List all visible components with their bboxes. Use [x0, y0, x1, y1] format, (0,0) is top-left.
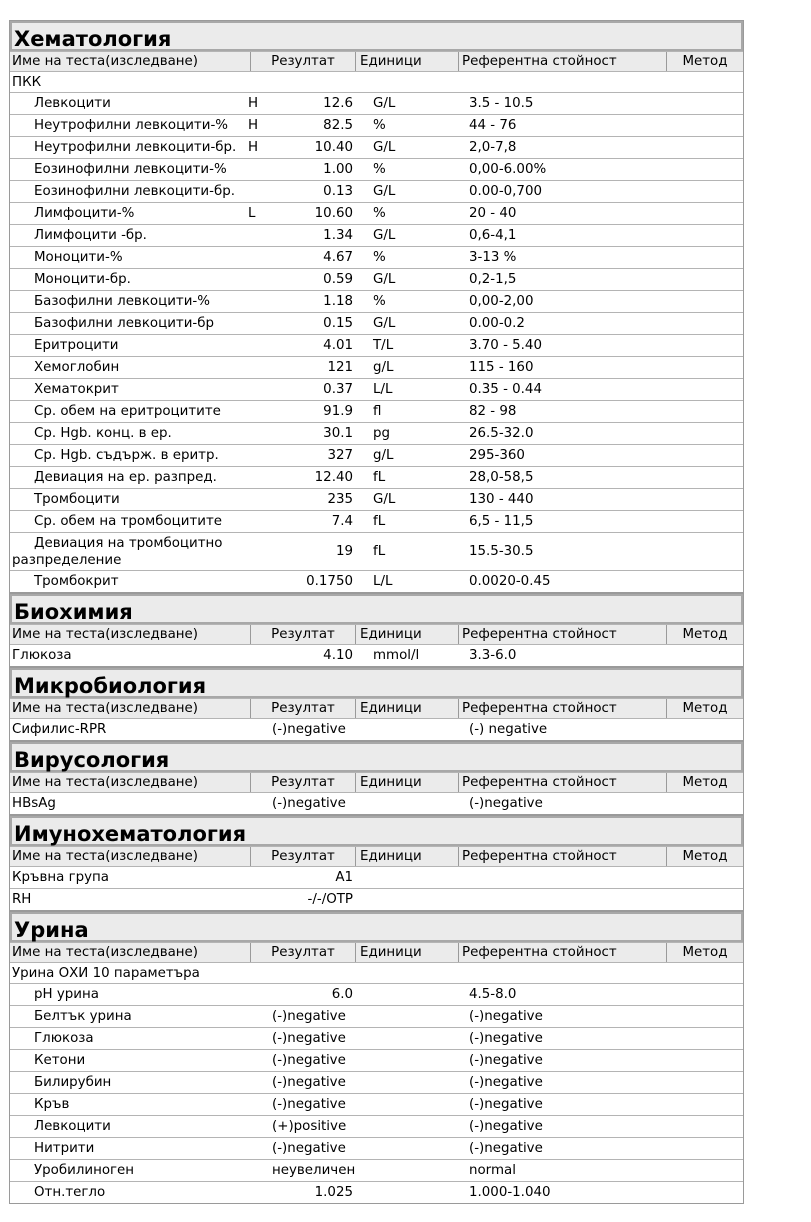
- test-name: Ср. обем на тромбоцитите: [34, 514, 223, 529]
- reference: 26.5-32.0: [469, 426, 534, 441]
- reference: 3.5 - 10.5: [469, 96, 534, 111]
- header-reference: Референтна стойност: [458, 943, 666, 962]
- section-title: Микробиология: [10, 668, 743, 698]
- test-name: Белтък урина: [34, 1009, 132, 1024]
- test-name: Лимфоцити -бр.: [34, 228, 147, 243]
- test-name: Кетони: [34, 1053, 86, 1068]
- result: (-)negative: [272, 1009, 346, 1024]
- header-test-name: Име на теста(изследване): [12, 775, 199, 790]
- result: 12.6: [323, 96, 353, 111]
- test-name-cell: [10, 1138, 250, 1159]
- units: %: [373, 294, 386, 309]
- test-name-line2: разпределение: [12, 553, 122, 568]
- header-test-name: Име на теста(изследване): [12, 849, 199, 864]
- result: 1.025: [314, 1185, 353, 1200]
- units: %: [373, 118, 386, 133]
- section-5: [9, 911, 744, 1204]
- test-name: Неутрофилни левкоцити-%: [34, 118, 228, 133]
- table-row: [10, 1137, 743, 1159]
- reference: 3.70 - 5.40: [469, 338, 542, 353]
- test-name: Кръвна група: [12, 870, 109, 885]
- reference: (-)negative: [469, 1097, 543, 1112]
- test-name: Глюкоза: [12, 648, 72, 663]
- test-name-cell: [10, 137, 259, 158]
- lab-report: [9, 20, 744, 1204]
- table-row: [10, 246, 743, 268]
- reference: (-)negative: [469, 1053, 543, 1068]
- result: 12.40: [314, 470, 353, 485]
- result: (-)negative: [272, 1075, 346, 1090]
- reference: 0,00-6.00%: [469, 162, 547, 177]
- units: fl: [373, 404, 382, 419]
- test-name-cell: [10, 1006, 250, 1027]
- reference: 295-360: [469, 448, 525, 463]
- units: [354, 793, 458, 814]
- test-name-cell: [10, 645, 250, 666]
- table-row: [10, 488, 743, 510]
- column-header-row: [10, 698, 743, 718]
- test-name: Еозинофилни левкоцити-%: [34, 162, 227, 177]
- test-name-cell: [10, 1182, 250, 1203]
- test-name: Глюкоза: [34, 1031, 94, 1046]
- result: 121: [327, 360, 353, 375]
- test-name-cell: [10, 1160, 250, 1181]
- units: %: [373, 206, 386, 221]
- test-name: Отн.тегло: [34, 1185, 106, 1200]
- table-row: [10, 356, 743, 378]
- result: 1.34: [323, 228, 353, 243]
- header-method: Метод: [666, 625, 743, 644]
- column-header-row: [10, 624, 743, 644]
- test-name-cell: [10, 793, 250, 814]
- test-name-cell: [10, 357, 250, 378]
- test-name: Ср. Hgb. конц. в ер.: [34, 426, 172, 441]
- units: %: [373, 162, 386, 177]
- units: %: [373, 250, 386, 265]
- test-name: Лимфоцити-%: [34, 206, 135, 221]
- result: (-)negative: [272, 1097, 346, 1112]
- result: 10.40: [314, 140, 353, 155]
- test-name: Девиация на тромбоцитно: [34, 536, 223, 551]
- reference: 3-13 %: [469, 250, 517, 265]
- header-test-name: Име на теста(изследване): [12, 945, 199, 960]
- header-reference: Референтна стойност: [458, 773, 666, 792]
- reference: 4.5-8.0: [469, 987, 517, 1002]
- test-name-cell: [10, 719, 250, 740]
- header-units: Единици: [355, 699, 458, 718]
- header-method: Метод: [666, 52, 743, 71]
- test-name: Моноцити-бр.: [34, 272, 131, 287]
- test-name: pH урина: [34, 987, 99, 1002]
- header-result: Резултат: [250, 847, 355, 866]
- table-row: [10, 1181, 743, 1203]
- test-name: Левкоцити: [34, 96, 111, 111]
- table-row: [10, 1093, 743, 1115]
- units: G/L: [373, 140, 396, 155]
- table-row: [10, 570, 743, 592]
- result: 4.01: [323, 338, 353, 353]
- section-0: [9, 20, 744, 593]
- table-row: [10, 1005, 743, 1027]
- test-name-cell: [10, 1116, 250, 1137]
- table-row: [10, 92, 743, 114]
- units: [354, 889, 458, 910]
- header-reference: Референтна стойност: [458, 699, 666, 718]
- header-units: Единици: [355, 943, 458, 962]
- test-name-cell: [10, 203, 256, 224]
- result: 0.1750: [306, 574, 353, 589]
- reference: 0,00-2,00: [469, 294, 534, 309]
- units: fL: [373, 514, 386, 529]
- test-name: Кръв: [34, 1097, 70, 1112]
- test-name: Билирубин: [34, 1075, 112, 1090]
- result: 1.18: [323, 294, 353, 309]
- test-name-cell: [10, 867, 250, 888]
- reference: 130 - 440: [469, 492, 534, 507]
- test-name-cell: [10, 1072, 250, 1093]
- test-name-cell: [10, 1094, 250, 1115]
- test-name: Неутрофилни левкоцити-бр.: [34, 140, 237, 155]
- table-row: [10, 224, 743, 246]
- reference: 15.5-30.5: [469, 544, 534, 559]
- reference: 3.3-6.0: [469, 648, 517, 663]
- flag: H: [248, 140, 259, 155]
- test-name-cell: [10, 1050, 250, 1071]
- table-row: [10, 378, 743, 400]
- section-2: [9, 667, 744, 741]
- reference: 0.0020-0.45: [469, 574, 551, 589]
- test-name: Еритроцити: [34, 338, 119, 353]
- reference: (-)negative: [469, 1075, 543, 1090]
- table-row: [10, 158, 743, 180]
- units: G/L: [373, 492, 396, 507]
- section-1: [9, 593, 744, 667]
- units: L/L: [373, 382, 393, 397]
- column-header-row: [10, 942, 743, 962]
- table-row: [10, 1071, 743, 1093]
- units: L/L: [373, 574, 393, 589]
- result: 327: [327, 448, 353, 463]
- header-method: Метод: [666, 847, 743, 866]
- header-units: Единици: [355, 52, 458, 71]
- header-reference: Референтна стойност: [458, 847, 666, 866]
- units: pg: [373, 426, 390, 441]
- result: (-)negative: [272, 722, 346, 737]
- test-name-cell: [10, 269, 250, 290]
- units: G/L: [373, 272, 396, 287]
- result: 0.13: [323, 184, 353, 199]
- test-name: Уробилиноген: [34, 1163, 135, 1178]
- reference: 0.00-0,700: [469, 184, 542, 199]
- section-title: Имунохематология: [10, 816, 743, 846]
- units: T/L: [373, 338, 394, 353]
- result: 30.1: [323, 426, 353, 441]
- header-method: Метод: [666, 773, 743, 792]
- reference: 44 - 76: [469, 118, 517, 133]
- reference: 0,6-4,1: [469, 228, 517, 243]
- units: fL: [373, 470, 386, 485]
- reference: 1.000-1.040: [469, 1185, 551, 1200]
- result: A1: [335, 870, 353, 885]
- result: (-)negative: [272, 1031, 346, 1046]
- section-4: [9, 815, 744, 911]
- result: 10.60: [314, 206, 353, 221]
- result: 1.00: [323, 162, 353, 177]
- test-name: Левкоцити: [34, 1119, 111, 1134]
- result: 4.67: [323, 250, 353, 265]
- test-name-cell: [10, 467, 250, 488]
- test-name-cell: [10, 225, 250, 246]
- test-name-cell: [10, 1028, 250, 1049]
- result: 82.5: [323, 118, 353, 133]
- header-result: Резултат: [250, 773, 355, 792]
- test-name-cell: [10, 291, 250, 312]
- result: (-)negative: [272, 1053, 346, 1068]
- reference: [458, 867, 738, 888]
- table-row: [10, 312, 743, 334]
- column-header-row: [10, 51, 743, 71]
- flag: H: [248, 96, 259, 111]
- header-result: Резултат: [250, 943, 355, 962]
- reference: (-)negative: [469, 1031, 543, 1046]
- test-name-cell: [10, 181, 250, 202]
- section-title: Хематология: [10, 21, 743, 51]
- table-row: [10, 983, 743, 1005]
- result: 0.37: [323, 382, 353, 397]
- units: [354, 1072, 458, 1093]
- reference: 2,0-7,8: [469, 140, 517, 155]
- units: [354, 1160, 458, 1181]
- table-row: [10, 532, 743, 570]
- units: G/L: [373, 228, 396, 243]
- test-name-cell: [10, 423, 250, 444]
- table-row: [10, 1027, 743, 1049]
- table-row: [10, 1159, 743, 1181]
- test-name-cell: [10, 489, 250, 510]
- test-name: Хемоглобин: [34, 360, 120, 375]
- test-name: Нитрити: [34, 1141, 95, 1156]
- table-row: [10, 202, 743, 224]
- result: 19: [335, 544, 353, 559]
- reference: (-)negative: [469, 1119, 543, 1134]
- result: (-)negative: [272, 1141, 346, 1156]
- test-name-cell: [10, 93, 259, 114]
- result: 235: [327, 492, 353, 507]
- header-units: Единици: [355, 847, 458, 866]
- result: 0.15: [323, 316, 353, 331]
- result: 91.9: [323, 404, 353, 419]
- test-name-cell: [10, 335, 250, 356]
- test-name: Тромбокрит: [34, 574, 119, 589]
- test-name-cell: [10, 313, 250, 334]
- reference: 0.35 - 0.44: [469, 382, 542, 397]
- table-row: [10, 422, 743, 444]
- result: (+)positive: [272, 1119, 347, 1134]
- reference: normal: [469, 1163, 516, 1178]
- test-name: Моноцити-%: [34, 250, 123, 265]
- units: [354, 1006, 458, 1027]
- units: g/L: [373, 448, 394, 463]
- header-method: Метод: [666, 943, 743, 962]
- reference: 20 - 40: [469, 206, 517, 221]
- reference: 115 - 160: [469, 360, 534, 375]
- test-name-cell: [10, 984, 250, 1005]
- test-name: Базофилни левкоцити-бр: [34, 316, 215, 331]
- test-name-cell: [10, 115, 259, 136]
- table-row: [10, 180, 743, 202]
- units: [354, 1182, 458, 1203]
- test-name-cell: [10, 511, 250, 532]
- header-result: Резултат: [250, 625, 355, 644]
- table-row: [10, 1115, 743, 1137]
- table-row: [10, 888, 743, 910]
- section-title: Вирусология: [10, 742, 743, 772]
- test-name-cell: [10, 379, 250, 400]
- result: 7.4: [331, 514, 353, 529]
- units: [354, 984, 458, 1005]
- test-name-cell: [10, 247, 250, 268]
- header-reference: Референтна стойност: [458, 52, 666, 71]
- units: [354, 1050, 458, 1071]
- section-title: Биохимия: [10, 594, 743, 624]
- table-row: [10, 334, 743, 356]
- result: 6.0: [331, 987, 353, 1002]
- units: G/L: [373, 316, 396, 331]
- table-row: [10, 444, 743, 466]
- units: mmol/l: [373, 648, 420, 663]
- test-name-cell: [10, 401, 250, 422]
- units: [354, 1028, 458, 1049]
- test-name: Хематокрит: [34, 382, 119, 397]
- table-row: [10, 1049, 743, 1071]
- reference: (-)negative: [469, 1009, 543, 1024]
- result: неувеличен: [272, 1163, 356, 1178]
- test-name: Ср. Hgb. съдърж. в еритр.: [34, 448, 219, 463]
- result: 0.59: [323, 272, 353, 287]
- flag: H: [248, 118, 259, 133]
- test-name: Еозинофилни левкоцити-бр.: [34, 184, 235, 199]
- result: 4.10: [323, 648, 353, 663]
- header-result: Резултат: [250, 699, 355, 718]
- result: (-)negative: [272, 796, 346, 811]
- flag: L: [248, 206, 256, 221]
- reference: [458, 889, 738, 910]
- table-row: [10, 400, 743, 422]
- reference: 0,2-1,5: [469, 272, 517, 287]
- test-name: HBsAg: [12, 796, 56, 811]
- group-label: ПКК: [10, 71, 743, 92]
- units: [354, 719, 458, 740]
- test-name-cell: [10, 445, 250, 466]
- header-method: Метод: [666, 699, 743, 718]
- table-row: [10, 268, 743, 290]
- header-result: Резултат: [250, 52, 355, 71]
- table-row: [10, 466, 743, 488]
- test-name: Тромбоцити: [34, 492, 120, 507]
- units: G/L: [373, 184, 396, 199]
- test-name: Сифилис-RPR: [12, 722, 107, 737]
- test-name-cell: [10, 159, 250, 180]
- result: -/-/OTP: [307, 892, 353, 907]
- table-row: [10, 718, 743, 740]
- reference: 6,5 - 11,5: [469, 514, 534, 529]
- units: g/L: [373, 360, 394, 375]
- table-row: [10, 290, 743, 312]
- units: [354, 867, 458, 888]
- reference: (-) negative: [469, 722, 548, 737]
- table-row: [10, 644, 743, 666]
- reference: (-)negative: [469, 1141, 543, 1156]
- test-name: RH: [12, 892, 32, 907]
- units: fL: [373, 544, 386, 559]
- reference: (-)negative: [469, 796, 543, 811]
- header-test-name: Име на теста(изследване): [12, 54, 199, 69]
- reference: 28,0-58,5: [469, 470, 534, 485]
- column-header-row: [10, 846, 743, 866]
- units: [354, 1116, 458, 1137]
- test-name: Базофилни левкоцити-%: [34, 294, 210, 309]
- units: [354, 1138, 458, 1159]
- header-reference: Референтна стойност: [458, 625, 666, 644]
- group-label: Урина ОХИ 10 параметъра: [10, 962, 743, 983]
- table-row: [10, 792, 743, 814]
- test-name: Девиация на ер. разпред.: [34, 470, 217, 485]
- header-units: Единици: [355, 625, 458, 644]
- table-row: [10, 114, 743, 136]
- table-row: [10, 866, 743, 888]
- header-test-name: Име на теста(изследване): [12, 627, 199, 642]
- section-title: Урина: [10, 912, 743, 942]
- header-units: Единици: [355, 773, 458, 792]
- header-test-name: Име на теста(изследване): [12, 701, 199, 716]
- units: G/L: [373, 96, 396, 111]
- test-name-cell: [10, 571, 250, 592]
- section-3: [9, 741, 744, 815]
- reference: 0.00-0.2: [469, 316, 525, 331]
- column-header-row: [10, 772, 743, 792]
- test-name: Ср. обем на еритроцитите: [34, 404, 221, 419]
- test-name-cell: [10, 889, 250, 910]
- test-name-cell: [10, 533, 250, 570]
- units: [354, 1094, 458, 1115]
- reference: 82 - 98: [469, 404, 517, 419]
- table-row: [10, 510, 743, 532]
- table-row: [10, 136, 743, 158]
